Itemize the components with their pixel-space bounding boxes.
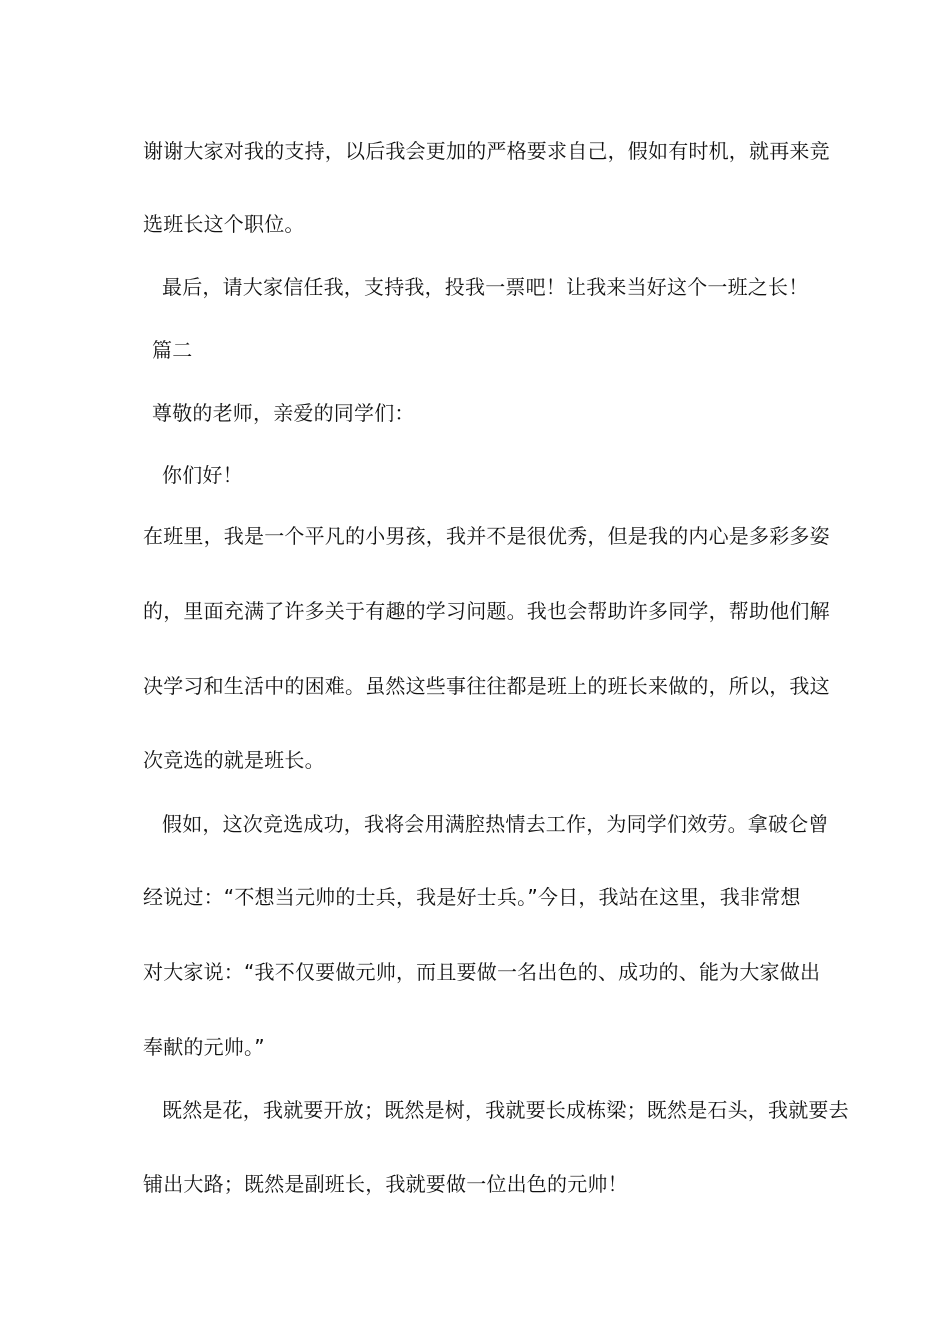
paragraph-line: 经说过：“不想当元帅的士兵，我是好士兵。”今日，我站在这里，我非常想 (143, 885, 801, 909)
paragraph-line: 最后，请大家信任我，支持我，投我一票吧！让我来当好这个一班之长！ (162, 275, 809, 299)
salutation: 尊敬的老师，亲爱的同学们： (152, 401, 415, 425)
paragraph-line: 在班里，我是一个平凡的小男孩，我并不是很优秀，但是我的内心是多彩多姿 (143, 524, 830, 548)
paragraph-line: 决学习和生活中的困难。虽然这些事往往都是班上的班长来做的，所以，我这 (143, 674, 830, 698)
paragraph-line: 的，里面充满了许多关于有趣的学习问题。我也会帮助许多同学，帮助他们解 (143, 599, 830, 623)
paragraph-line: 次竞选的就是班长。 (143, 748, 325, 772)
greeting: 你们好！ (162, 463, 243, 487)
paragraph-line: 既然是花，我就要开放；既然是树，我就要长成栋梁；既然是石头，我就要去 (162, 1098, 849, 1122)
paragraph-line: 对大家说：“我不仅要做元帅，而且要做一名出色的、成功的、能为大家做出 (143, 960, 821, 984)
paragraph-line: 铺出大路；既然是副班长，我就要做一位出色的元帅！ (143, 1172, 628, 1196)
paragraph-line: 奉献的元帅。” (143, 1035, 265, 1059)
paragraph-line: 谢谢大家对我的支持，以后我会更加的严格要求自己，假如有时机，就再来竞 (143, 139, 830, 163)
paragraph-line: 假如，这次竞选成功，我将会用满腔热情去工作，为同学们效劳。拿破仑曾 (162, 812, 829, 836)
section-heading: 篇二 (152, 338, 193, 362)
paragraph-line: 选班长这个职位。 (143, 212, 305, 236)
